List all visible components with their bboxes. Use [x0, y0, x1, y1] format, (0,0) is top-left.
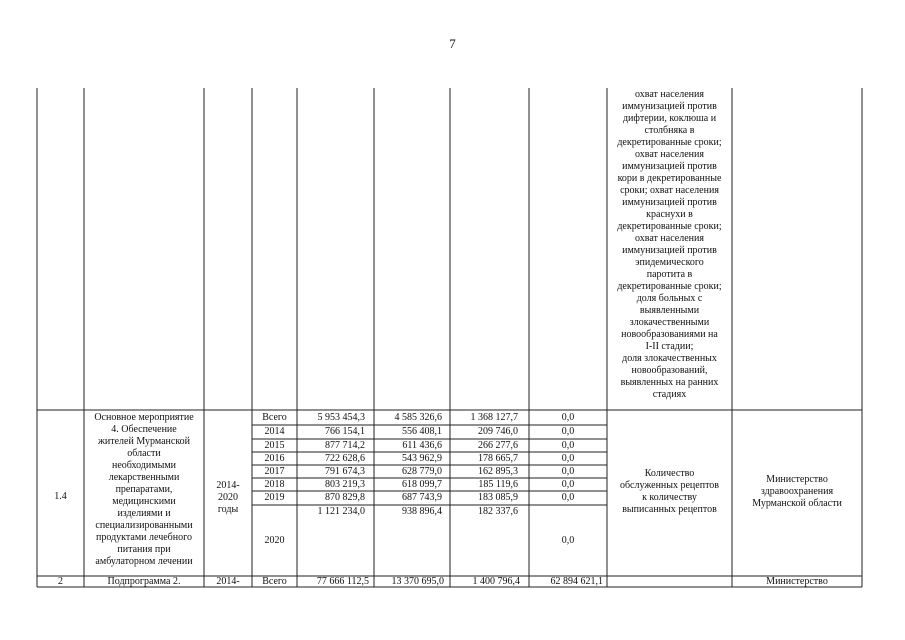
- indicator-line: охват населения: [635, 233, 704, 244]
- indicator-line: иммунизацией против: [622, 245, 717, 256]
- year-label: 2019: [264, 492, 285, 503]
- executor-line: Министерство: [766, 576, 828, 587]
- measure-name-line: 4. Обеспечение: [111, 424, 177, 435]
- year-label: 2014: [264, 426, 285, 437]
- total-value: 77 666 112,5: [316, 576, 369, 587]
- column-2-value: 183 085,9: [478, 492, 518, 503]
- executor-line: Министерство: [766, 474, 828, 485]
- indicator-line: дифтерии, коклюша и: [622, 113, 717, 124]
- column-2-value: 182 337,6: [478, 506, 518, 517]
- total-value: 877 714,2: [325, 440, 365, 451]
- indicator-line: краснухи в: [646, 209, 693, 220]
- year-label: Всего: [262, 576, 287, 587]
- measure-name-line: Основное мероприятие: [94, 412, 194, 423]
- year-label: 2017: [264, 466, 285, 477]
- column-2-value: 185 119,6: [478, 479, 518, 490]
- indicator-line: столбняка в: [644, 125, 695, 136]
- column-1-value: 687 743,9: [402, 492, 442, 503]
- total-value: 5 953 454,3: [317, 412, 365, 423]
- indicator-line: Количество: [644, 468, 695, 479]
- indicator-line: злокачественными: [629, 317, 710, 328]
- year-label: 2020: [264, 535, 285, 546]
- measure-name-line: необходимыми: [112, 460, 176, 471]
- column-1-value: 611 436,6: [402, 440, 442, 451]
- measure-name-line: питания при: [117, 544, 171, 555]
- year-label: Всего: [262, 412, 287, 423]
- indicator-line: декретированные сроки;: [617, 281, 722, 292]
- year-label: 2015: [264, 440, 285, 451]
- indicator-line: иммунизацией против: [622, 101, 717, 112]
- subprogram-name: Подпрограмма 2.: [107, 576, 181, 587]
- measure-name-line: области: [127, 448, 161, 459]
- indicator-line: доля злокачественных: [622, 353, 717, 364]
- indicator-line: иммунизацией против: [622, 197, 717, 208]
- total-value: 791 674,3: [325, 466, 365, 477]
- indicator-line: выявленными: [639, 305, 700, 316]
- indicator-line: выявленных на ранних: [620, 377, 719, 388]
- indicator-line: обслуженных рецептов: [619, 480, 720, 491]
- indicator-line: доля больных с: [636, 293, 703, 304]
- executor-line: Мурманской области: [752, 498, 842, 509]
- indicator-line: новообразованиями на: [621, 329, 718, 340]
- column-1-value: 13 370 695,0: [391, 576, 444, 587]
- indicator-line: иммунизацией против: [622, 161, 717, 172]
- indicator-line: стадиях: [652, 389, 687, 400]
- column-1-value: 4 585 326,6: [394, 412, 442, 423]
- column-3-value: 0,0: [561, 453, 575, 464]
- column-2-value: 178 665,7: [478, 453, 518, 464]
- total-value: 766 154,1: [325, 426, 365, 437]
- column-1-value: 618 099,7: [402, 479, 442, 490]
- measure-name-line: препаратами,: [115, 484, 173, 495]
- column-2-value: 162 895,3: [478, 466, 518, 477]
- indicator-line: охват населения: [635, 89, 704, 100]
- year-label: 2016: [264, 453, 285, 464]
- column-3-value: 0,0: [561, 492, 575, 503]
- total-value: 722 628,6: [325, 453, 365, 464]
- column-2-value: 209 746,0: [478, 426, 518, 437]
- column-1-value: 938 896,4: [402, 506, 442, 517]
- indicator-line: кори в декретированные: [617, 173, 722, 184]
- row-number: 2: [58, 576, 63, 587]
- page-number: 7: [449, 36, 456, 51]
- indicator-line: декретированные сроки;: [617, 221, 722, 232]
- indicator-line: к количеству: [642, 492, 697, 503]
- measure-name-line: специализированными: [95, 520, 193, 531]
- measure-name-line: изделиями и: [117, 508, 171, 519]
- indicator-line: сроки; охват населения: [620, 185, 719, 196]
- measure-name-line: медицинскими: [112, 496, 176, 507]
- period-line: годы: [217, 504, 239, 515]
- column-3-value: 0,0: [561, 479, 575, 490]
- executor-line: здравоохранения: [760, 486, 834, 497]
- total-value: 1 121 234,0: [317, 506, 365, 517]
- measure-name-line: жителей Мурманской: [97, 436, 191, 447]
- indicator-line: выписанных рецептов: [622, 504, 717, 515]
- column-3-value: 0,0: [561, 440, 575, 451]
- indicator-line: декретированные сроки;: [617, 137, 722, 148]
- measure-name-line: лекарственными: [108, 472, 180, 483]
- indicator-line: паротита в: [646, 269, 693, 280]
- indicator-line: I-II стадии;: [645, 341, 694, 352]
- year-label: 2018: [264, 479, 285, 490]
- column-1-value: 556 408,1: [402, 426, 442, 437]
- column-3-value: 0,0: [561, 466, 575, 477]
- column-1-value: 628 779,0: [402, 466, 442, 477]
- indicator-line: эпидемического: [635, 257, 704, 268]
- period: 2014-: [216, 576, 240, 587]
- row-number: 1.4: [54, 491, 67, 502]
- column-2-value: 266 277,6: [478, 440, 518, 451]
- period-line: 2020: [218, 492, 238, 503]
- column-3-value: 0,0: [561, 426, 575, 437]
- column-3-value: 0,0: [561, 535, 575, 546]
- column-2-value: 1 368 127,7: [470, 412, 518, 423]
- indicator-line: новообразований,: [631, 365, 708, 376]
- indicator-line: охват населения: [635, 149, 704, 160]
- column-1-value: 543 962,9: [402, 453, 442, 464]
- total-value: 803 219,3: [325, 479, 365, 490]
- column-2-value: 1 400 796,4: [472, 576, 520, 587]
- measure-name-line: продуктами лечебного: [96, 532, 192, 543]
- column-3-value: 0,0: [561, 412, 575, 423]
- column-3-value: 62 894 621,1: [550, 576, 603, 587]
- measure-name-line: амбулаторном лечении: [95, 556, 193, 567]
- period-line: 2014-: [216, 480, 240, 491]
- total-value: 870 829,8: [325, 492, 365, 503]
